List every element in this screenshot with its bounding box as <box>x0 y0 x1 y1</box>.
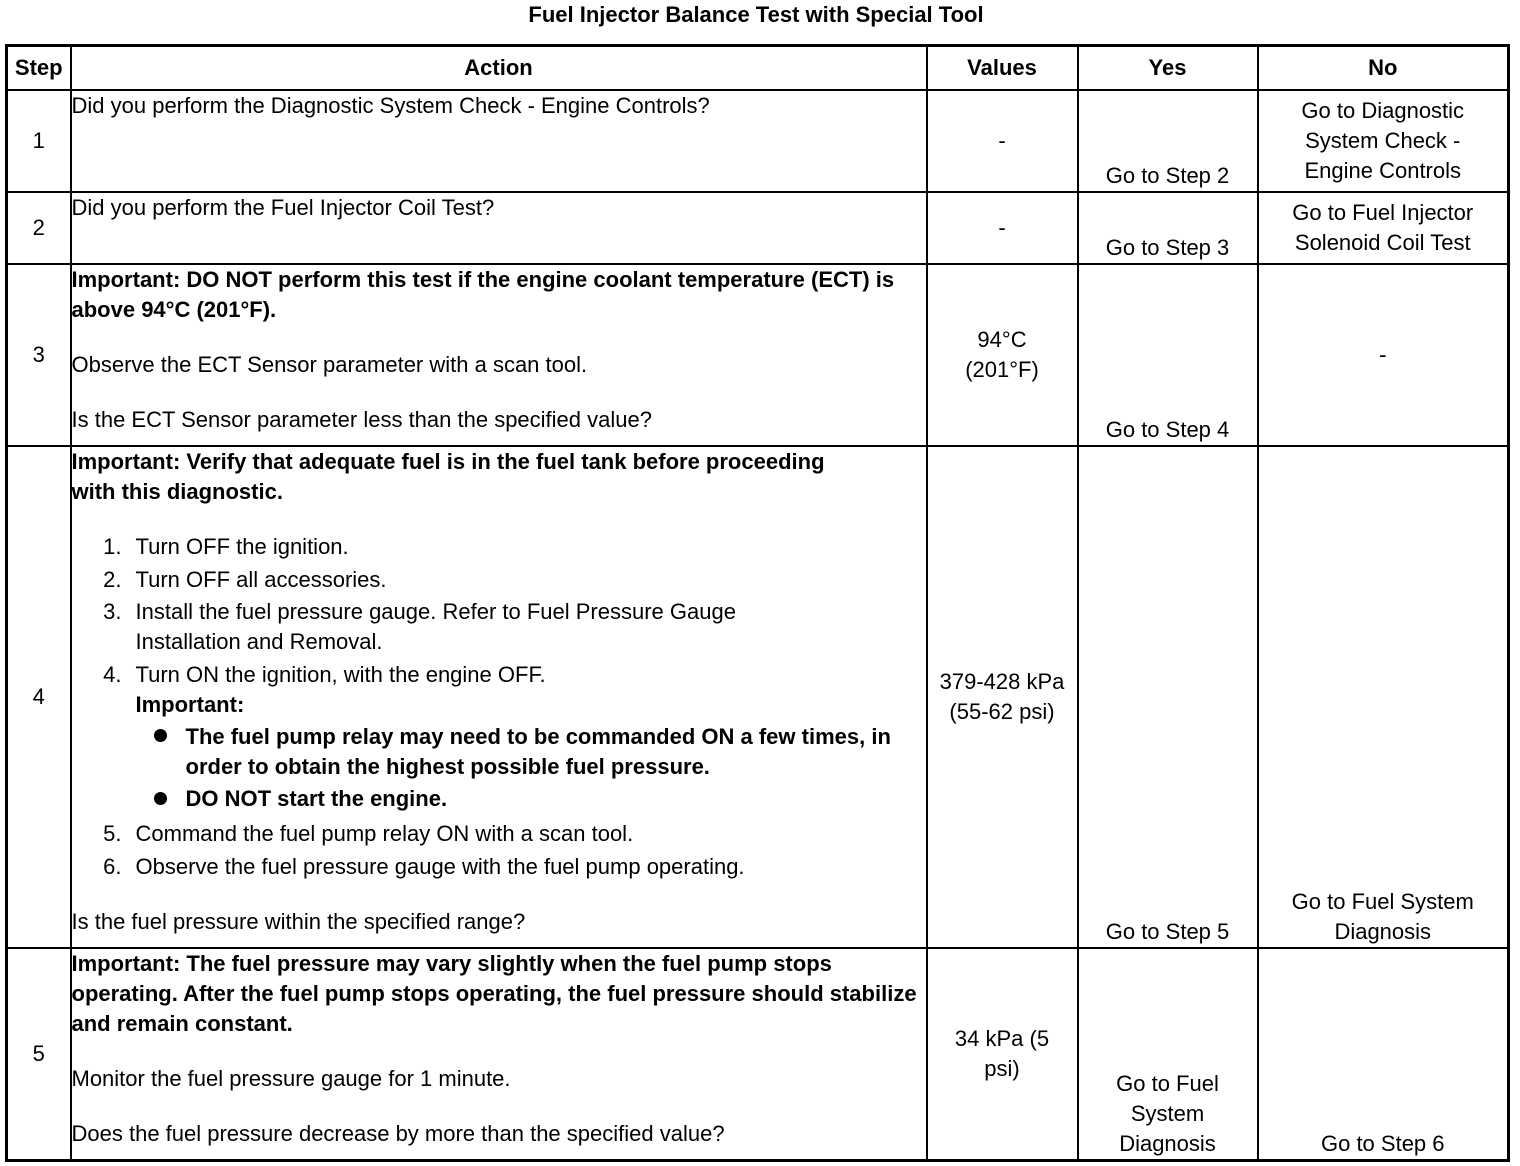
header-values: Values <box>927 46 1078 91</box>
bullet-icon <box>136 722 186 782</box>
item-number: 6. <box>103 853 122 879</box>
yes-link-text: Go to Fuel System Diagnosis <box>1116 1070 1219 1156</box>
action-question: Did you perform the Diagnostic System Check - Engine Controls? <box>71 93 710 118</box>
action-cell <box>71 948 927 1160</box>
action-question: Did you perform the Fuel Injector Coil Test? <box>71 195 495 220</box>
item-text: Install the fuel pressure gauge. Refer to Fuel Pressure Gauge Installation and Removal. <box>135 599 736 654</box>
table-row <box>7 90 1509 192</box>
no-link[interactable] <box>1258 192 1509 264</box>
values-cell <box>927 264 1078 446</box>
sub-important-label: Important: <box>135 691 245 717</box>
no-link[interactable] <box>1258 90 1509 192</box>
values-cell: - <box>927 90 1078 192</box>
item-text: Turn OFF the ignition. <box>135 534 349 559</box>
table-row <box>7 192 1509 264</box>
header-row <box>7 46 1509 91</box>
step-number: 3 <box>7 264 71 446</box>
table-row <box>7 948 1509 1160</box>
no-link-text: Go to Diagnostic System Check - Engine Controls <box>1301 98 1465 183</box>
item-number: 3. <box>103 599 122 624</box>
list-item <box>72 852 926 882</box>
item-text: Command the fuel pump relay ON with a scan tool. <box>135 821 634 846</box>
item-text: Turn OFF all accessories. <box>135 566 387 592</box>
yes-link[interactable]: Go to Step 2 <box>1078 90 1258 192</box>
no-link-text: Go to Fuel System Diagnosis <box>1291 889 1474 944</box>
page-title: Fuel Injector Balance Test with Special Tool <box>528 2 984 27</box>
item-number: 1. <box>103 534 122 559</box>
header-yes: Yes <box>1078 46 1258 91</box>
action-question: Is the ECT Sensor parameter less than the specified value? <box>71 407 652 432</box>
yes-link[interactable] <box>1078 948 1258 1160</box>
action-question: Is the fuel pressure within the specified range? <box>71 908 526 934</box>
values-cell: - <box>927 192 1078 264</box>
important-note: Important: DO NOT perform this test if the engine coolant temperature (ECT) is above 94°C (201°F). <box>71 267 895 322</box>
bullet-item <box>136 722 926 782</box>
step-number: 4 <box>7 446 71 948</box>
list-item <box>72 532 926 562</box>
no-link-text: Go to Fuel Injector Solenoid Coil Test <box>1292 200 1474 255</box>
bullet-list <box>136 722 926 815</box>
values-cell <box>927 446 1078 948</box>
header-action: Action <box>71 46 927 91</box>
yes-link[interactable]: Go to Step 4 <box>1078 264 1258 446</box>
list-item <box>72 819 926 849</box>
item-block <box>122 660 926 817</box>
procedure-list <box>72 532 926 882</box>
action-cell <box>71 90 927 192</box>
item-number: 5. <box>103 821 122 846</box>
step-number: 2 <box>7 192 71 264</box>
action-text: Monitor the fuel pressure gauge for 1 minute. <box>71 1066 511 1091</box>
bullet-text: The fuel pump relay may need to be commanded ON a few times, in order to obtain the highest possible fuel pressure. <box>185 723 891 779</box>
diagnostic-table <box>5 44 1510 1162</box>
important-note: Important: The fuel pressure may vary slightly when the fuel pump stops operating. After the fuel pump stops operating, the fuel pressure should stabilize and remain constant. <box>71 951 917 1036</box>
item-number: 2. <box>103 566 122 592</box>
no-link[interactable]: Go to Step 6 <box>1258 948 1509 1160</box>
bullet-text: DO NOT start the engine. <box>185 786 448 811</box>
action-cell <box>71 446 927 948</box>
table-row <box>7 264 1509 446</box>
list-item <box>72 565 926 595</box>
list-item <box>72 597 926 657</box>
no-cell: - <box>1258 264 1509 446</box>
no-link[interactable] <box>1258 446 1509 948</box>
item-number: 4. <box>103 661 122 687</box>
header-no: No <box>1258 46 1509 91</box>
yes-link[interactable]: Go to Step 3 <box>1078 192 1258 264</box>
important-note: Important: Verify that adequate fuel is in the fuel tank before proceeding with this diagnostic. <box>71 449 825 504</box>
step-number: 1 <box>7 90 71 192</box>
values-text: 34 kPa (5 psi) <box>954 1025 1050 1081</box>
bullet-item <box>136 784 926 814</box>
action-cell <box>71 264 927 446</box>
step-number: 5 <box>7 948 71 1160</box>
values-text: 94°C (201°F) <box>965 327 1039 382</box>
table-row <box>7 446 1509 948</box>
yes-link[interactable]: Go to Step 5 <box>1078 446 1258 948</box>
values-cell <box>927 948 1078 1160</box>
item-text: Observe the fuel pressure gauge with the fuel pump operating. <box>135 853 745 879</box>
action-cell <box>71 192 927 264</box>
action-text: Observe the ECT Sensor parameter with a scan tool. <box>71 352 588 377</box>
header-step: Step <box>7 46 71 91</box>
bullet-icon <box>136 784 186 814</box>
item-text: Turn ON the ignition, with the engine OFF. <box>135 661 546 687</box>
list-item <box>72 660 926 817</box>
values-text: 379-428 kPa (55-62 psi) <box>939 669 1065 724</box>
action-question: Does the fuel pressure decrease by more than the specified value? <box>71 1121 725 1146</box>
